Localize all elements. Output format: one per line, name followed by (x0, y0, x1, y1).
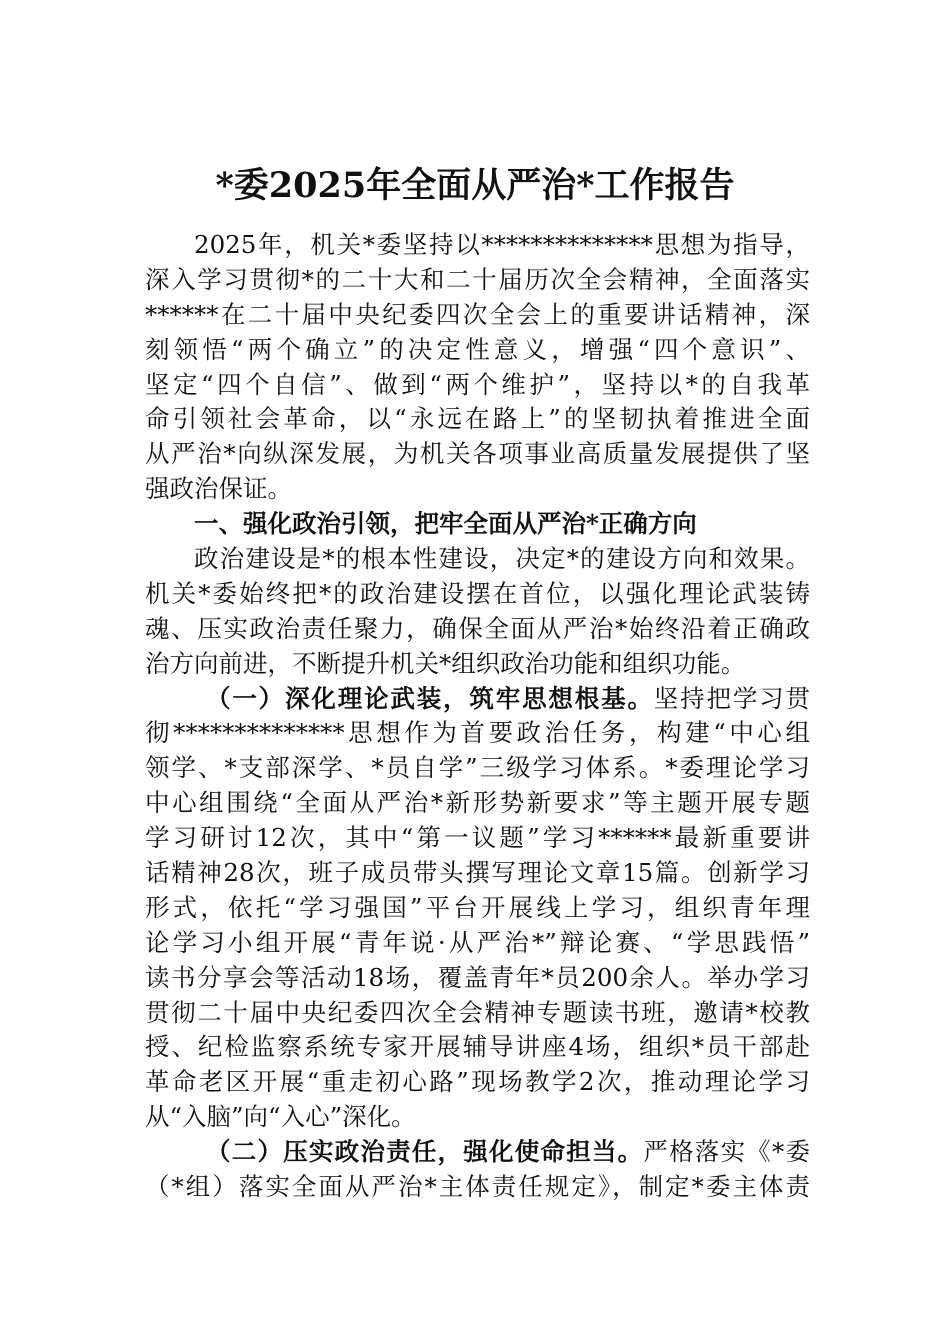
paragraph-line: 魂、压实政治责任聚力，确保全面从严治*始终沿着正确政 (145, 613, 810, 643)
paragraph-line: 从“入脑”向“入心”深化。 (145, 1102, 416, 1132)
paragraph-line: 强政治保证。 (145, 474, 292, 504)
subsection-heading: （一）深化理论武装，筑牢思想根基。 (206, 683, 654, 713)
paragraph-line: 读书分享会等活动18场，覆盖青年*员200余人。举办学习 (145, 962, 810, 992)
paragraph-line: 话精神28次，班子成员带头撰写理论文章15篇。创新学习 (145, 858, 810, 888)
paragraph-line: 政治建设是*的根本性建设，决定*的建设方向和效果。 (194, 544, 810, 574)
paragraph-line: ******在二十届中央纪委四次全会上的重要讲话精神，深 (145, 299, 810, 329)
paragraph-line: 机关*委始终把*的政治建设摆在首位，以强化理论武装铸 (145, 578, 810, 608)
paragraph-line: 深入学习贯彻*的二十大和二十届历次全会精神，全面落实 (145, 264, 810, 294)
paragraph-line: 坚定“四个自信”、做到“两个维护”，坚持以*的自我革 (145, 369, 810, 399)
paragraph-line: 彻**************思想作为首要政治任务，构建“中心组 (145, 718, 810, 748)
paragraph-line: 学习研讨12次，其中“第一议题”学习******最新重要讲 (145, 823, 810, 853)
subsection-heading: （二）压实政治责任，强化使命担当。 (206, 1137, 644, 1167)
paragraph-line: 命引领社会革命，以“永远在路上”的坚韧执着推进全面 (145, 404, 810, 434)
paragraph-line: 贯彻二十届中央纪委四次全会精神专题读书班，邀请*校教 (145, 997, 810, 1027)
subsection-line (145, 1135, 810, 1170)
paragraph-line: 领学、*支部深学、*员自学”三级学习体系。*委理论学习 (145, 753, 810, 783)
paragraph-line: 刻领悟“两个确立”的决定性意义，增强“四个意识”、 (145, 334, 810, 364)
paragraph-line: 治方向前进，不断提升机关*组织政治功能和组织功能。 (145, 648, 746, 678)
paragraph-line: 中心组围绕“全面从严治*新形势新要求”等主题开展专题 (145, 788, 810, 818)
subsection-line (145, 682, 810, 717)
paragraph-line: 从严治*向纵深发展，为机关各项事业高质量发展提供了坚 (145, 439, 810, 469)
page-title: *委2025年全面从严治*工作报告 (215, 165, 735, 206)
paragraph-line: 论学习小组开展“青年说·从严治*”辩论赛、“学思践悟” (145, 927, 810, 957)
paragraph-line: 革命老区开展“重走初心路”现场教学2次，推动理论学习 (145, 1067, 810, 1097)
paragraph-line: （*组）落实全面从严治*主体责任规定》，制定*委主体责 (145, 1172, 810, 1202)
document-body (145, 228, 810, 1205)
section-heading: 一、强化政治引领，把牢全面从严治*正确方向 (194, 509, 697, 539)
paragraph-line: 2025年，机关*委坚持以**************思想为指导， (194, 230, 810, 259)
paragraph-run: 严格落实《*委 (643, 1137, 811, 1167)
paragraph-line: 授、纪检监察系统专家开展辅导讲座4场，组织*员干部赴 (145, 1032, 810, 1062)
paragraph-line: 形式，依托“学习强国”平台开展线上学习，组织青年理 (145, 892, 810, 922)
paragraph-run: 坚持把学习贯 (653, 683, 811, 713)
